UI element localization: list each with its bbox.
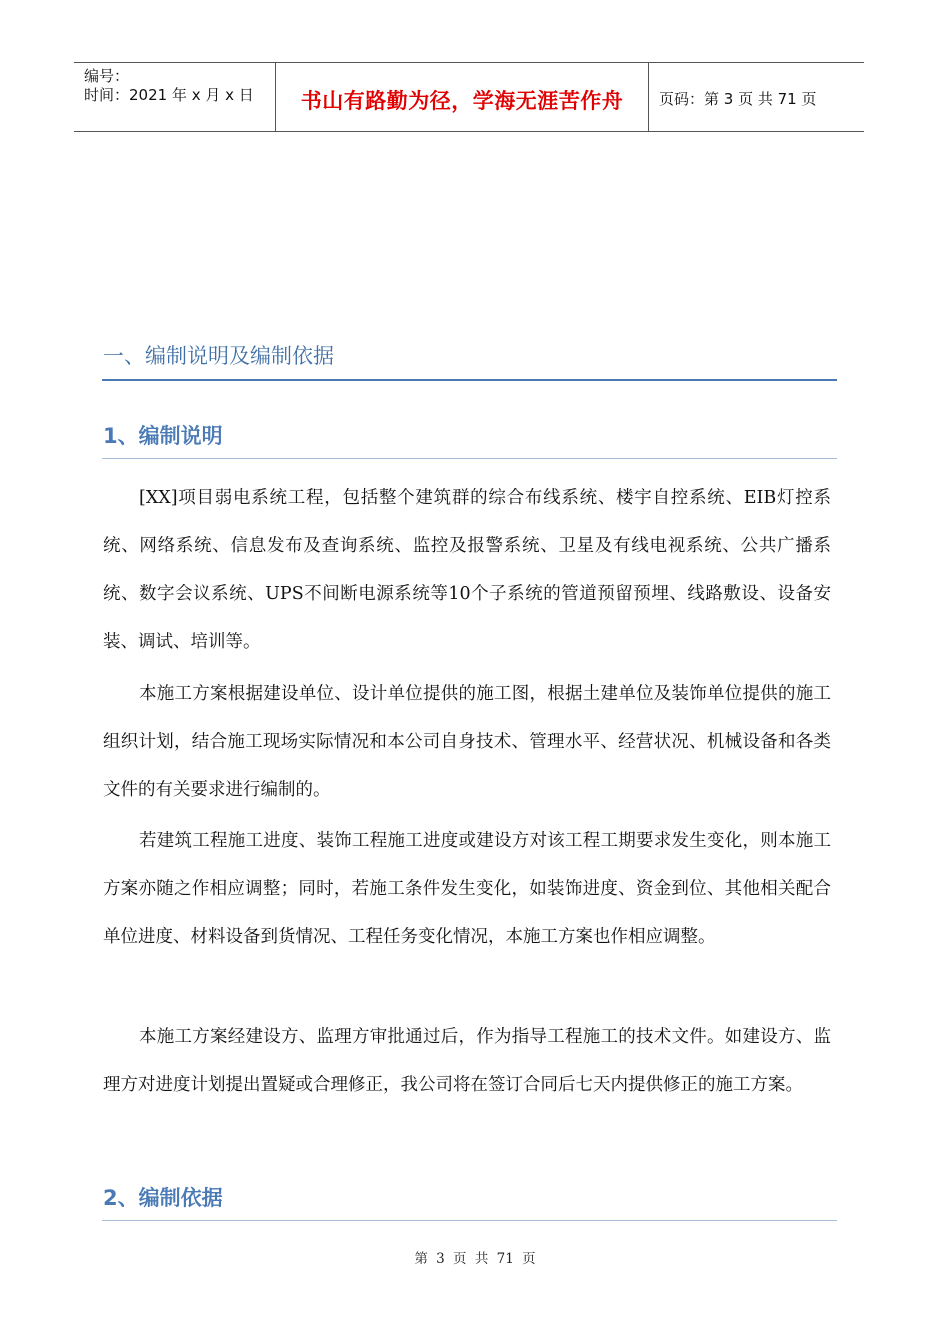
section-title-underline [102, 379, 837, 381]
subsection-2-underline [102, 1220, 837, 1221]
paragraph-3: 若建筑工程施工进度、装饰工程施工进度或建设方对该工程工期要求发生变化，则本施工方案亦随之作相应调整；同时，若施工条件发生变化，如装饰进度、资金到位、其他相关配合单位进度、材料设备到货情况、工程任务变化情况，本施工方案也作相应调整。 [103, 831, 831, 947]
document-date: 时间：2021 年 x 月 x 日 [84, 86, 254, 104]
header-page-cell [649, 63, 864, 131]
header-motto-cell [276, 63, 649, 131]
subsection-title-1: 1、编制说明 [103, 424, 223, 448]
document-number-label: 编号： [84, 67, 130, 85]
paragraph-4: 本施工方案经建设方、监理方审批通过后，作为指导工程施工的技术文件。如建设方、监理方对进度计划提出置疑或合理修正，我公司将在签订合同后七天内提供修正的施工方案。 [103, 1027, 831, 1095]
header-motto: 书山有路勤为径，学海无涯苦作舟 [300, 89, 624, 113]
page-footer: 第 3 页 共 71 页 [414, 1251, 536, 1267]
header-info-cell [74, 63, 276, 131]
section-title: 一、编制说明及编制依据 [103, 344, 334, 368]
paragraph-1: [XX]项目弱电系统工程，包括整个建筑群的综合布线系统、楼宇自控系统、EIB灯控系统、网络系统、信息发布及查询系统、监控及报警系统、卫星及有线电视系统、公共广播系统、数字会议系统、UPS不间断电源系统等10个子系统的管道预留预埋、线路敷设、设备安装、调试、培训等。 [103, 488, 831, 652]
subsection-title-2: 2、编制依据 [103, 1186, 223, 1210]
page-header [74, 62, 864, 132]
header-page-info: 页码：第 3 页 共 71 页 [659, 90, 817, 108]
subsection-1-underline [102, 458, 837, 459]
paragraph-2: 本施工方案根据建设单位、设计单位提供的施工图，根据土建单位及装饰单位提供的施工组织计划，结合施工现场实际情况和本公司自身技术、管理水平、经营状况、机械设备和各类文件的有关要求进行编制的。 [103, 684, 831, 800]
